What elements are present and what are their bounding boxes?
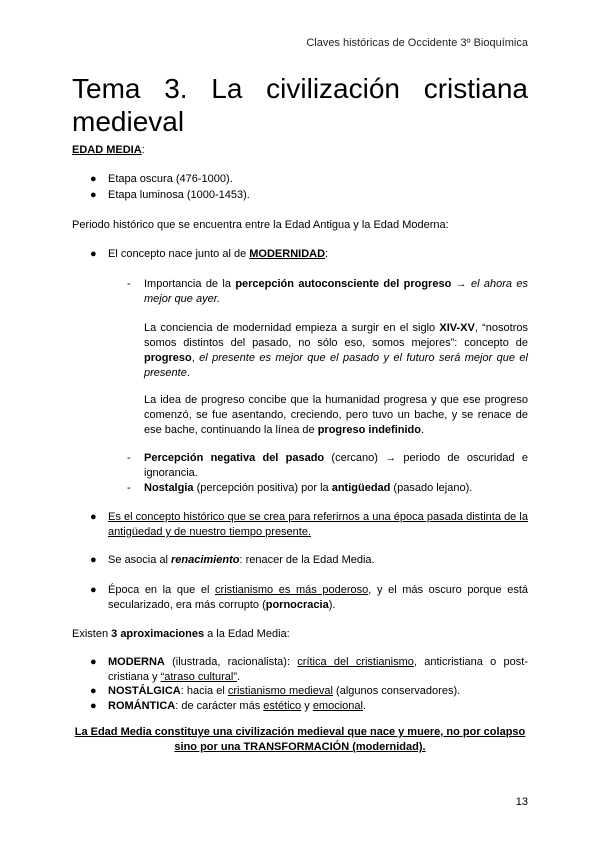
approaches-intro <box>72 628 290 640</box>
dash-icon: - <box>127 482 131 494</box>
bullet-icon: ● <box>90 189 97 201</box>
text-underlined: “atraso cultural” <box>160 671 237 683</box>
text: (percepción positiva) por la <box>193 482 332 494</box>
text: : de carácter más <box>175 700 264 712</box>
text: y <box>301 700 313 712</box>
text-bold: percepción autoconsciente del progreso <box>235 278 452 290</box>
text: , anticristiana o post-cristiana y <box>108 656 528 683</box>
keyword-modernidad: MODERNIDAD <box>249 248 326 260</box>
text-underlined: cristianismo es más poderoso <box>215 584 369 596</box>
text: a la Edad Media: <box>204 628 290 640</box>
text: ). <box>328 599 336 611</box>
sub-item-progreso <box>144 277 528 307</box>
text: . <box>237 671 241 683</box>
text: La conciencia de modernidad empieza a surgir en el siglo <box>144 322 440 334</box>
intro-paragraph: Periodo histórico que se encuentra entre la Edad Antigua y la Edad Moderna: <box>72 219 449 231</box>
text-bold: XIV-XV <box>439 322 475 334</box>
text-bold: Nostalgia <box>144 482 194 494</box>
text: El concepto nace junto al de <box>108 248 250 260</box>
text: . <box>362 700 367 712</box>
text-italic: el presente es mejor que el pasado y el futuro será mejor que el presente <box>144 352 528 379</box>
list-item-epoca <box>108 583 528 613</box>
list-item: Etapa oscura (476-1000). <box>108 173 233 185</box>
text-underlined: emocional <box>312 700 363 712</box>
text: , <box>191 352 200 364</box>
text-bold: progreso <box>144 352 192 364</box>
section-heading-colon: : <box>141 144 145 156</box>
bullet-icon: ● <box>90 584 97 596</box>
sub-item-percepcion-negativa <box>144 451 528 481</box>
text: Importancia de la <box>144 278 236 290</box>
text: . <box>186 367 190 379</box>
text: (algunos conservadores). <box>332 685 461 697</box>
sub-item-nostalgia <box>144 481 528 496</box>
list-item-romantica <box>108 699 366 714</box>
text: (pasado lejano). <box>390 482 473 494</box>
list-item-modernidad <box>108 248 328 260</box>
text-bold: pornocracia <box>265 599 329 611</box>
bullet-icon: ● <box>90 656 97 668</box>
text: , “nosotros somos distintos del pasado, no sólo eso, somos mejores”: concepto de <box>144 322 528 349</box>
sub-paragraph-idea-progreso <box>144 393 528 438</box>
text-bold-italic: renacimiento <box>170 554 240 566</box>
text: . <box>420 424 425 436</box>
text: (cercano) → periodo de oscuridad e ignorancia. <box>144 452 528 479</box>
bullet-icon: ● <box>90 248 97 260</box>
list-item-concepto-historico: Es el concepto histórico que se crea para referirnos a una época pasada distinta de la antigüedad y de nuestro tiempo presente. <box>108 511 528 538</box>
text: Se asocia al <box>108 554 171 566</box>
dash-icon: - <box>127 452 131 464</box>
text: Existen <box>72 628 112 640</box>
text: : hacia el <box>180 685 228 697</box>
text-bold: ROMÁNTICA <box>108 700 176 712</box>
text-bold: progreso indefinido <box>317 424 421 436</box>
text: (ilustrada, racionalista): <box>164 656 298 668</box>
text: La idea de progreso concibe que la humanidad progresa y que ese progreso comenzó, se fue asentando, creciendo, pero tuvo un bache, y se renace de ese bache, continuando la línea de <box>144 394 528 436</box>
dash-icon: - <box>127 278 131 290</box>
arrow-text: → <box>451 278 471 290</box>
list-item-renacimiento <box>108 554 375 566</box>
page-number: 13 <box>515 796 528 808</box>
text-bold: 3 aproximaciones <box>111 628 205 640</box>
text-bold: NOSTÁLGICA <box>108 685 181 697</box>
list-item-nostalgica <box>108 684 460 699</box>
conclusion-statement: La Edad Media constituye una civilización medieval que nace y muere, no por colapso sino por una TRANSFORMACIÓN (modernidad). <box>74 726 526 753</box>
bullet-icon: ● <box>90 173 97 185</box>
list-item-moderna <box>108 655 528 685</box>
bullet-icon: ● <box>90 700 97 712</box>
text-bold: antigüedad <box>331 482 391 494</box>
text-italic: el ahora es mejor que ayer. <box>144 278 529 305</box>
bullet-icon: ● <box>90 685 97 697</box>
text-underlined: crítica del cristianismo <box>297 656 414 668</box>
text-underlined: cristianismo medieval <box>227 685 333 697</box>
list-item: Etapa luminosa (1000-1453). <box>108 189 250 201</box>
section-heading <box>72 144 145 156</box>
text: , y el más oscuro porque está secularizado, era más corrupto ( <box>108 584 528 611</box>
sub-paragraph-conciencia <box>144 321 528 381</box>
page-title: Tema 3. La civilización cristiana medieval <box>72 73 528 137</box>
text-bold: MODERNA <box>108 656 165 668</box>
bullet-icon: ● <box>90 554 97 566</box>
text-bold: Percepción negativa del pasado <box>144 452 325 464</box>
page-header: Claves históricas de Occidente 3º Bioquímica <box>306 37 528 49</box>
text: Época en la que el <box>108 584 216 596</box>
text-underlined: estético <box>263 700 302 712</box>
bullet-icon: ● <box>90 511 97 523</box>
text: : <box>325 248 329 260</box>
section-heading-label: EDAD MEDIA <box>72 144 142 156</box>
text: : renacer de la Edad Media. <box>239 554 375 566</box>
